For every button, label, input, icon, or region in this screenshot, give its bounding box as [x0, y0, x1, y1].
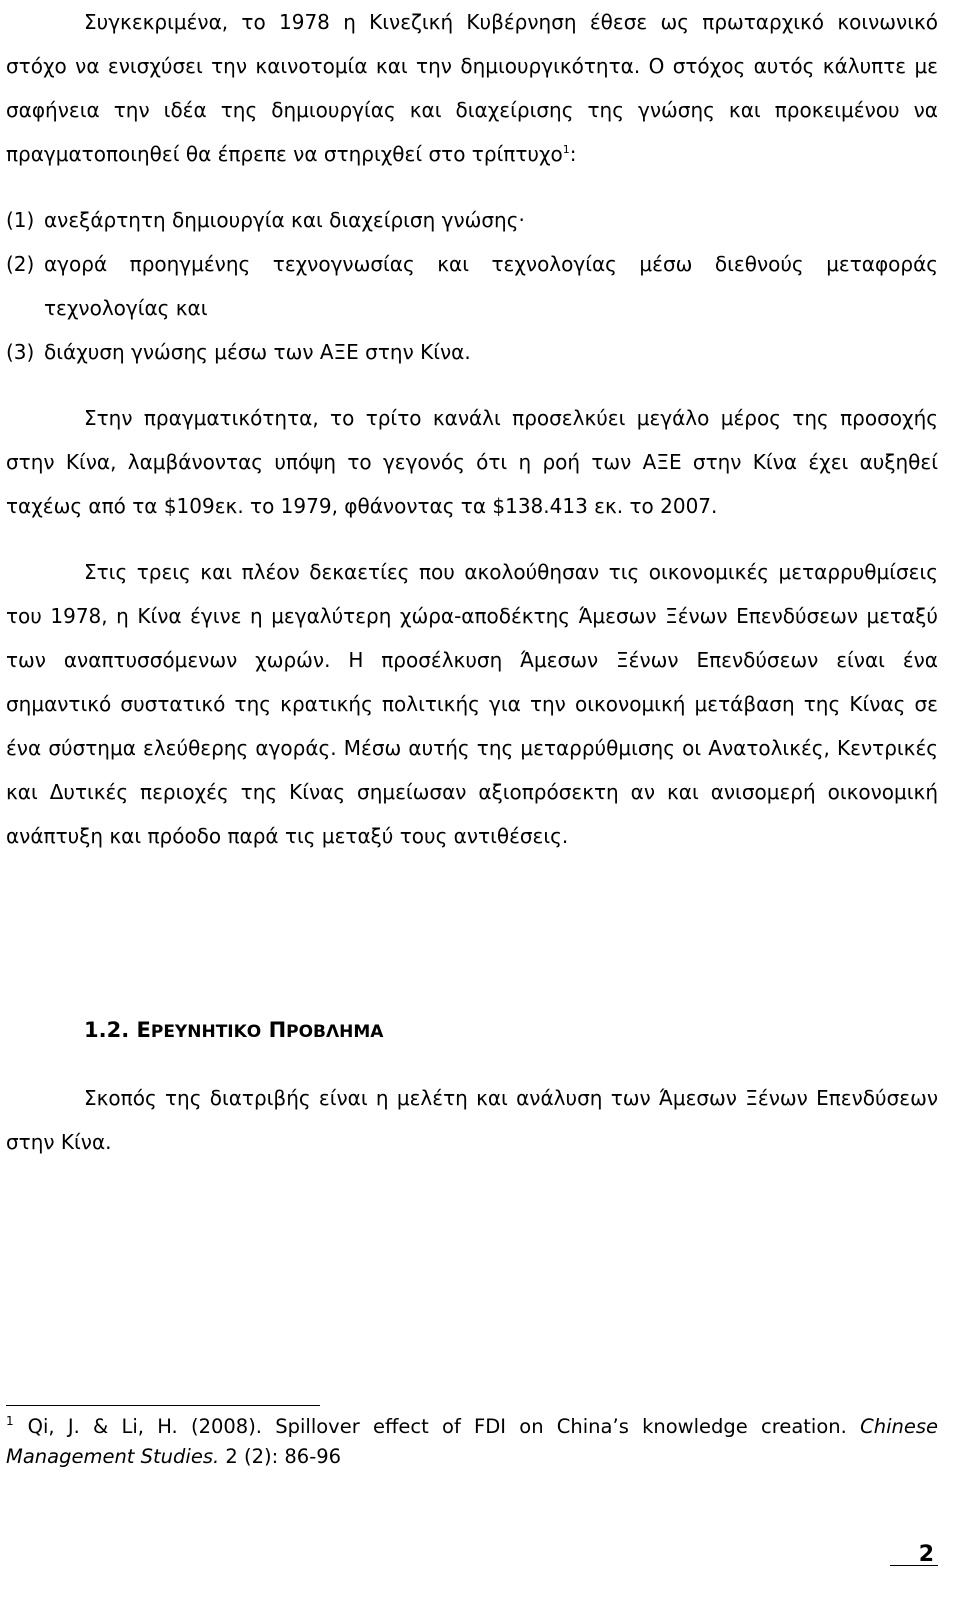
footnote	[6, 1412, 938, 1472]
intro-paragraph	[6, 0, 938, 176]
list-item	[6, 198, 938, 242]
footnote-authors: Qi, J. & Li, H. (2008). Spillover effect of FDI on China’s knowledge creation.	[27, 1415, 847, 1438]
list-item-text: ανεξάρτητη δημιουργία και διαχείριση γνώσης·	[44, 208, 525, 232]
section-heading	[84, 1008, 938, 1054]
section-title-e-cap: Ε	[136, 1018, 151, 1042]
list-item-number: (1)	[6, 208, 35, 232]
list-item-text: αγορά προηγμένης τεχνογνωσίας και τεχνολογίας μέσω διεθνούς μεταφοράς τεχνολογίας και	[44, 252, 938, 320]
section-title-p-cap: Π	[268, 1018, 287, 1042]
list-item-number: (2)	[6, 252, 35, 276]
page-number: 2	[918, 1542, 934, 1567]
intro-colon: :	[569, 142, 577, 166]
footnote-reference[interactable]: 1	[562, 143, 570, 156]
triptych-list	[6, 198, 938, 374]
document-page	[6, 0, 938, 1164]
list-item-number: (3)	[6, 340, 35, 364]
list-item	[6, 330, 938, 374]
third-channel-paragraph: Στην πραγματικότητα, το τρίτο κανάλι προσελκύει μεγάλο μέρος της προσοχής στην Κίνα, λαμβάνοντας υπόψη το γεγονός ότι η ροή των ΑΞΕ στην Κίνα έχει αυξηθεί ταχέως από τα $109εκ. το 1979, φθάνοντας τα $138.413 εκ. το 2007.	[6, 406, 938, 518]
footnote-marker: 1	[6, 1414, 14, 1428]
aim-paragraph: Σκοπός της διατριβής είναι η μελέτη και ανάλυση των Άμεσων Ξένων Επενδύσεων στην Κίνα.	[6, 1086, 938, 1154]
section-number: 1.2.	[84, 1018, 130, 1042]
section-title-p-rest: ΡΟΒΛΗΜΑ	[286, 1022, 384, 1042]
footnote-journal: Chinese Management Studies.	[6, 1415, 938, 1468]
footnote-separator	[6, 1405, 320, 1406]
list-item-text: διάχυση γνώσης μέσω των ΑΞΕ στην Κίνα.	[44, 340, 471, 364]
page-number-rule	[890, 1565, 938, 1566]
list-item	[6, 242, 938, 330]
section-title-e-rest: ΡΕΥΝΗΤΙΚΟ	[150, 1022, 262, 1042]
intro-text: Συγκεκριμένα, το 1978 η Κινεζική Κυβέρνηση έθεσε ως πρωταρχικό κοινωνικό στόχο να ενισχύσει την καινοτομία και την δημιουργικότητα. Ο στόχος αυτός κάλυπτε με σαφήνεια την ιδέα της δημιουργίας και διαχείρισης της γνώσης και προκειμένου να πραγματοποιηθεί θα έπρεπε να στηριχθεί στο τρίπτυχο	[6, 10, 938, 166]
decades-paragraph: Στις τρεις και πλέον δεκαετίες που ακολούθησαν τις οικονομικές μεταρρυθμίσεις του 1978, η Κίνα έγινε η μεγαλύτερη χώρα-αποδέκτης Άμεσων Ξένων Επενδύσεων μεταξύ των αναπτυσσόμενων χωρών. Η προσέλκυση Άμεσων Ξένων Επενδύσεων είναι ένα σημαντικό συστατικό της κρατικής πολιτικής για την οικονομική μετάβαση της Κίνας σε ένα σύστημα ελεύθερης αγοράς. Μέσω αυτής της μεταρρύθμισης οι Ανατολικές, Κεντρικές και Δυτικές περιοχές της Κίνας σημείωσαν αξιοπρόσεκτη αν και ανισομερή οικονομική ανάπτυξη και πρόοδο παρά τις μεταξύ τους αντιθέσεις.	[6, 560, 938, 848]
footnote-volume: 2 (2): 86-96	[225, 1445, 342, 1468]
